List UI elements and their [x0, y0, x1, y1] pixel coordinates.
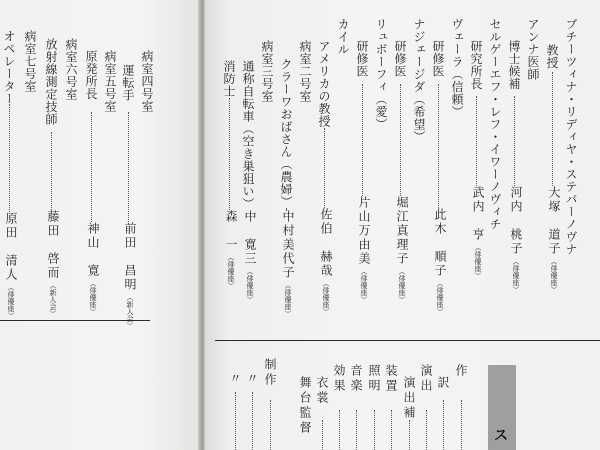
company-name: （新人会） [49, 282, 57, 317]
cast-credit [45, 210, 61, 317]
company-name: （俳優座） [246, 268, 254, 303]
cast-role: カイル [336, 18, 350, 56]
staff-label: 作 [454, 364, 468, 379]
leader-dots [476, 96, 477, 186]
cast-role: 運転手 [121, 64, 135, 102]
cast-role: 消防士 [222, 60, 236, 98]
staff-label: 制作 [263, 358, 277, 388]
cast-role: 研修医 [431, 40, 445, 78]
leader-dots [552, 72, 553, 186]
leader-dots [235, 392, 236, 450]
cast-role: ヴェーラ（信頼） [450, 18, 464, 118]
cast-credit [122, 222, 138, 329]
cast-credit [508, 186, 524, 293]
left-page [0, 0, 201, 450]
cast-credit [242, 210, 258, 303]
leader-dots [461, 400, 462, 450]
cast-credit [223, 210, 239, 289]
company-name: （俳優座） [436, 280, 444, 315]
cast-role: アンナ医師 [526, 18, 540, 81]
actor-name: 神山 寛 [86, 222, 100, 278]
leader-dots [322, 420, 323, 450]
cast-role: 病室二号室 [298, 40, 312, 103]
cast-role: オペレーター [2, 30, 16, 105]
actor-name: 此木 順子 [433, 208, 447, 278]
actor-name: 佐伯 赫哉 [319, 208, 333, 278]
leader-dots [362, 84, 363, 196]
cast-role: リュボーフィ（愛） [374, 18, 388, 131]
leader-dots [409, 420, 410, 450]
cast-role: ナジェージダ（希望） [412, 18, 426, 143]
cast-role: 研究所長 [469, 40, 483, 90]
leader-dots [514, 96, 515, 186]
staff-label: 〃 [245, 372, 259, 387]
staff-label: 効果 [332, 364, 346, 394]
company-name: （俳優座） [89, 280, 97, 315]
leader-dots [128, 112, 129, 222]
leader-dots [356, 410, 357, 450]
leader-dots [400, 84, 401, 196]
actor-name: 藤田 啓而 [46, 210, 60, 280]
cast-role: 通称自転車（空き巣狙い） [241, 60, 255, 210]
leader-dots [91, 112, 92, 222]
staff-label: 舞台監督 [298, 376, 312, 436]
leader-dots [270, 400, 271, 450]
staff-heading-box [488, 365, 516, 450]
staff-heading-char: ス [494, 428, 508, 444]
leader-dots [426, 410, 427, 450]
bottom-rule [215, 340, 600, 341]
staff-label: 演出 [419, 364, 433, 394]
company-name: （俳優座） [512, 258, 520, 293]
leader-dots [229, 98, 230, 210]
cast-role: 病室四号室 [140, 50, 154, 113]
company-name: （俳優座） [7, 284, 15, 319]
cast-credit [318, 208, 334, 315]
company-name: （俳優座） [398, 268, 406, 303]
staff-label: 照明 [367, 364, 381, 394]
cast-credit [356, 196, 372, 303]
staff-label: 衣裳 [315, 376, 329, 406]
cast-role: 病室五号室 [103, 50, 117, 113]
leader-dots [391, 410, 392, 450]
actor-name: 堀江真理子 [395, 196, 409, 266]
leader-dots [443, 400, 444, 450]
cast-role: 教授 [545, 44, 559, 69]
actor-name: 森 一 [224, 210, 238, 252]
actor-name: 中 寛三 [243, 210, 257, 266]
cast-credit [280, 210, 296, 317]
company-name: （俳優座） [227, 254, 235, 289]
cast-role: 病室三号室 [260, 40, 274, 103]
company-name: （俳優座） [322, 280, 330, 315]
actor-name: 前田 昌明 [123, 222, 137, 292]
company-name: （俳優座） [360, 268, 368, 303]
leader-dots [374, 410, 375, 450]
actor-name: 中村美代子 [281, 210, 295, 280]
cast-credit [432, 208, 448, 315]
actor-name: 武内 亨 [471, 186, 485, 242]
staff-label: 演出補 [402, 376, 416, 421]
staff-label: 〃 [228, 372, 242, 387]
cast-role: 病室七号室 [23, 30, 37, 93]
cast-credit [3, 212, 19, 319]
cast-credit [85, 222, 101, 315]
leader-dots [51, 132, 52, 210]
cast-role: アメリカの教授 [317, 40, 331, 128]
cast-credit [470, 186, 486, 279]
cast-role: セルゲーエフ・レフ・イワーノヴィチ [488, 18, 502, 231]
staff-label: 音楽 [349, 364, 363, 394]
leader-dots [339, 410, 340, 450]
cast-role: 病室六号室 [64, 38, 78, 101]
actor-name: 河内 桃子 [509, 186, 523, 256]
company-name: （新人会） [126, 294, 134, 329]
cast-role: 研修医 [393, 40, 407, 78]
company-name: （俳優座） [550, 258, 558, 293]
cast-role: 研修医 [355, 40, 369, 78]
cast-role: クラーワおばさん（農婦） [279, 58, 293, 208]
actor-name: 片山万由美 [357, 196, 371, 266]
cast-credit [546, 186, 562, 293]
leader-dots [252, 392, 253, 450]
cast-role: 放射線測定技師 [44, 38, 58, 126]
leader-dots [9, 104, 10, 212]
staff-label: 装置 [384, 364, 398, 394]
staff-label: 訳 [436, 376, 450, 391]
leader-dots [438, 84, 439, 208]
company-name: （俳優座） [284, 282, 292, 317]
company-name: （俳優座） [474, 244, 482, 279]
cast-role: 原発所長 [84, 50, 98, 100]
cast-role: ブチーツィナ・リディヤ・ステパーノヴナ [564, 18, 578, 256]
cast-credit [394, 196, 410, 303]
leader-dots [324, 128, 325, 208]
actor-name: 大塚 道子 [547, 186, 561, 256]
right-page [205, 0, 600, 450]
cast-role: 博士候補 [507, 40, 521, 90]
actor-name: 原田 清人 [4, 212, 18, 282]
